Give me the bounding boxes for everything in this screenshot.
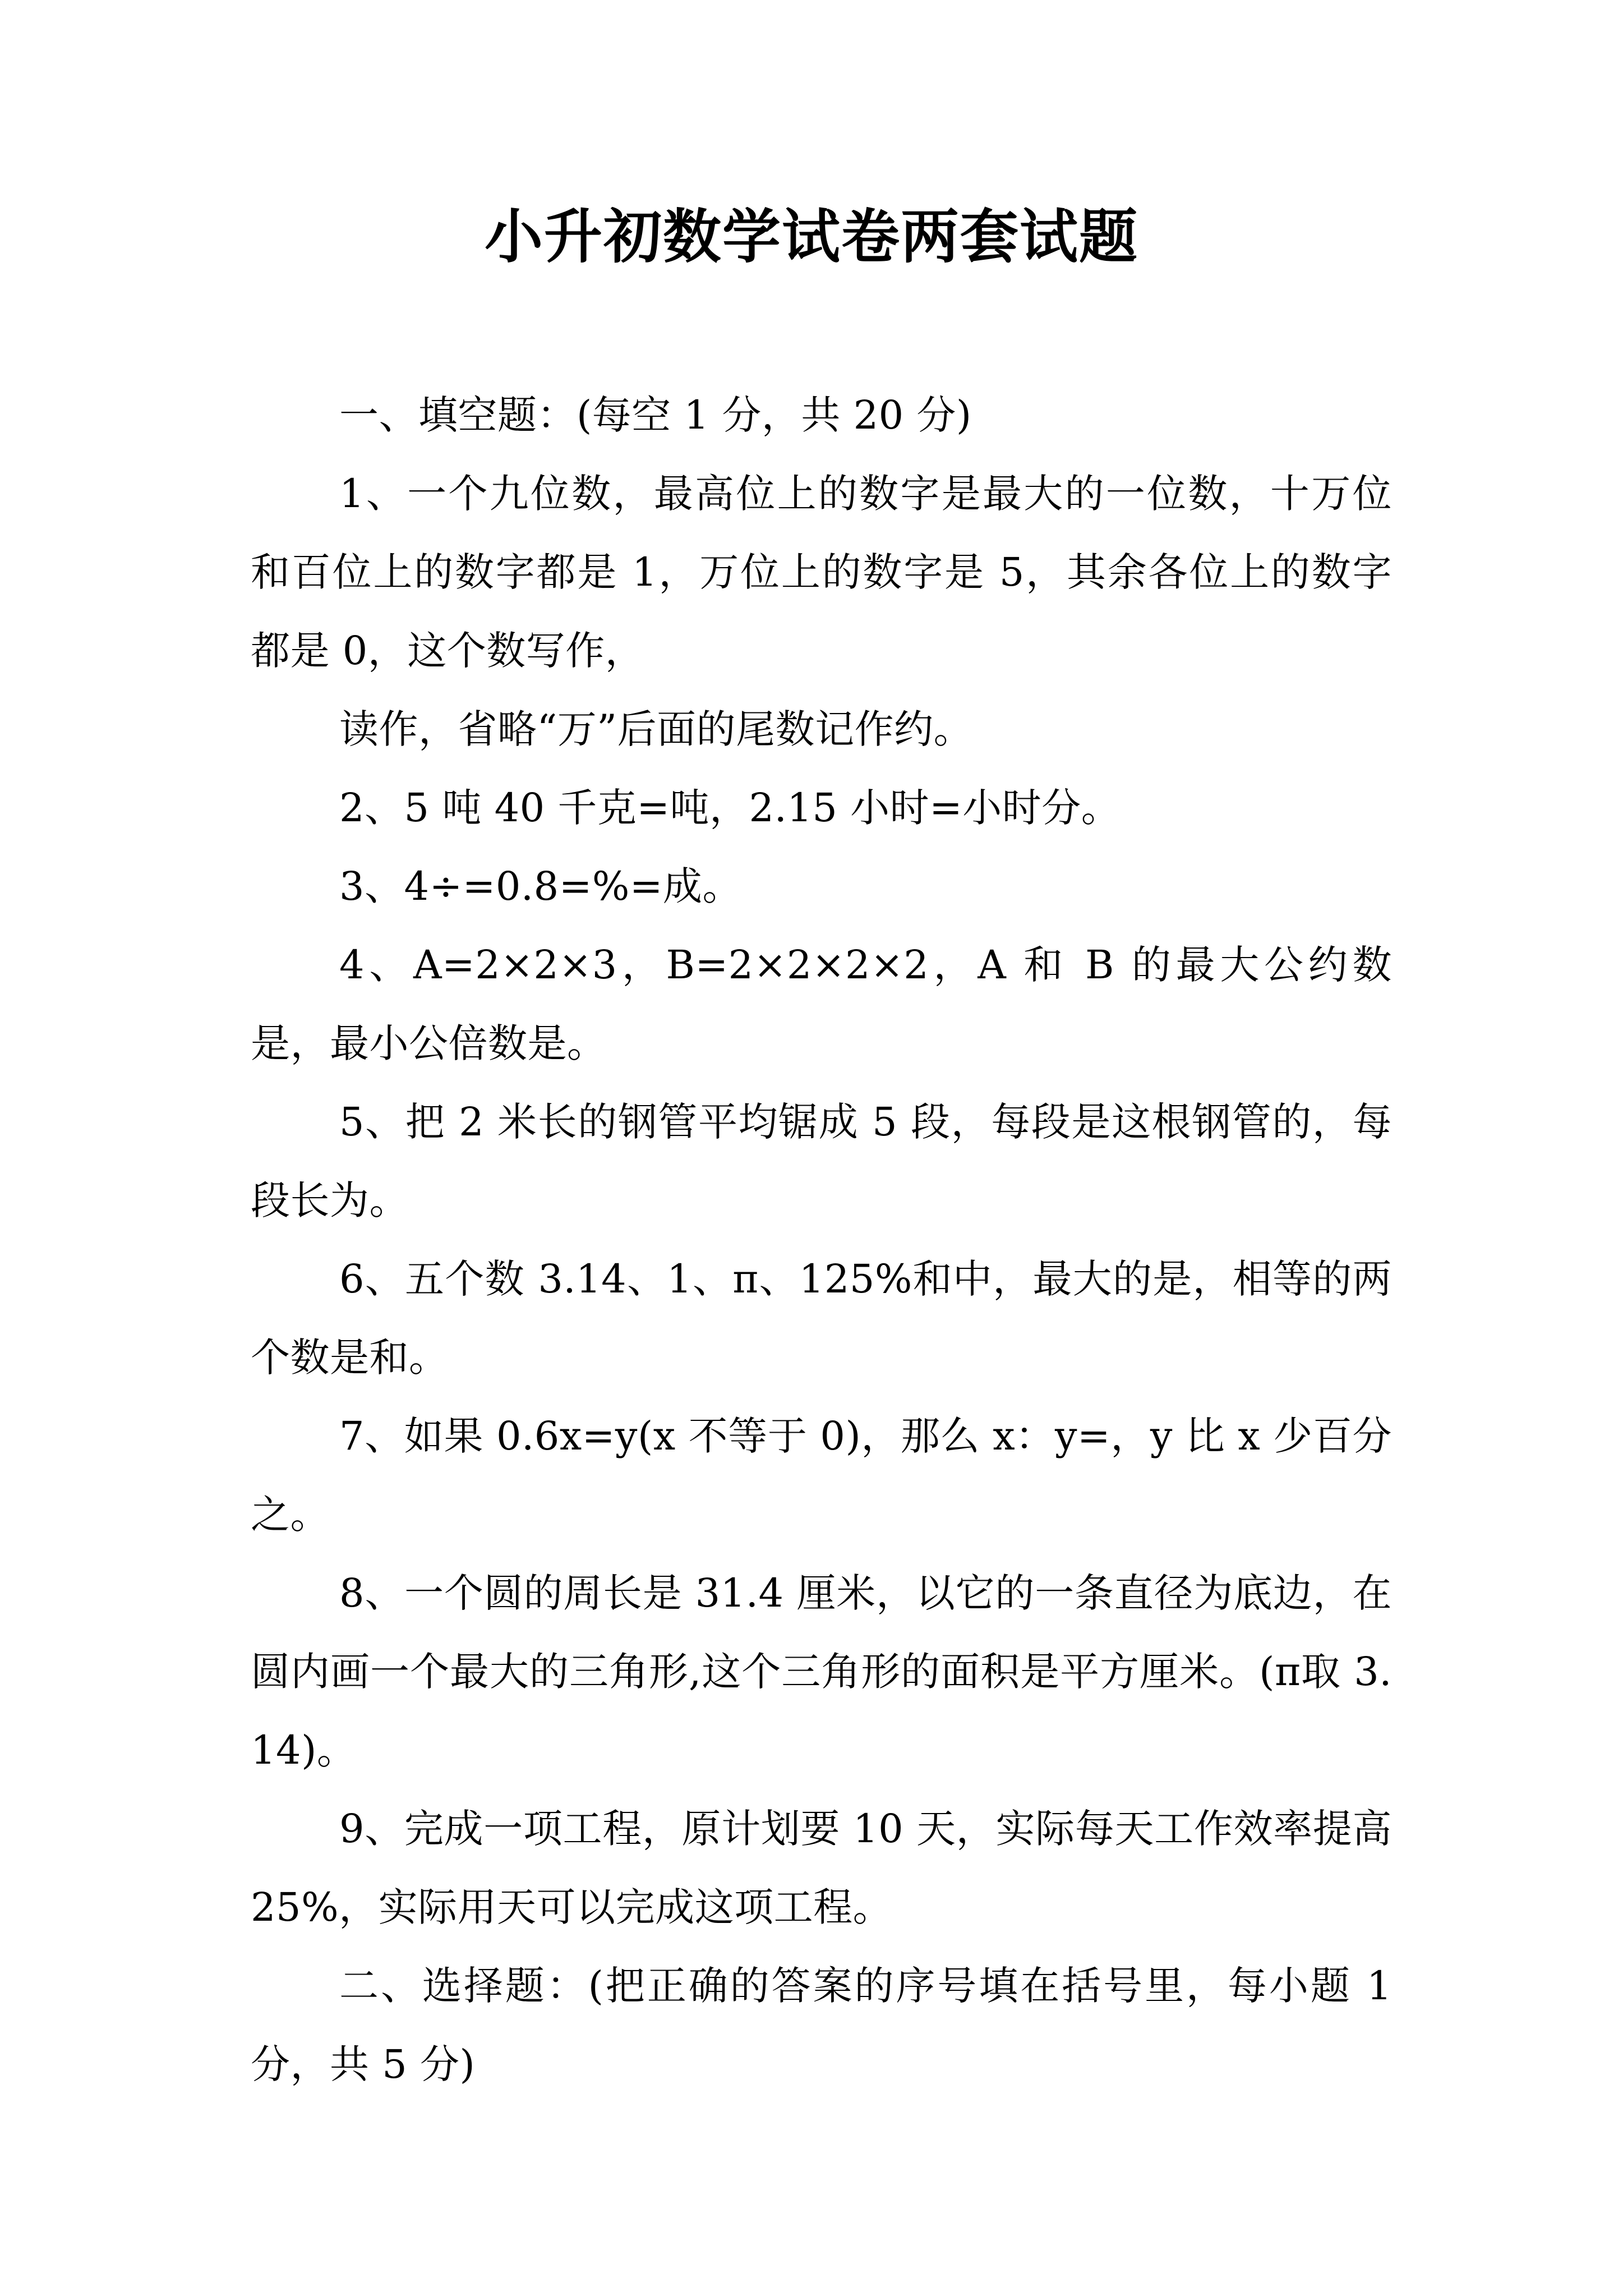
section-heading-fill-in: 一、填空题：(每空 1 分，共 20 分) <box>339 392 972 438</box>
question-3: 3、4÷=0.8=%=成。 <box>339 863 743 909</box>
question-1-continued: 读作，省略“万”后面的尾数记作约。 <box>339 706 974 752</box>
question-7: 7、如果 0.6x=y(x 不等于 0)，那么 x：y=，y 比 x 少百分之。 <box>251 1413 1392 1538</box>
question-5: 5、把 2 米长的钢管平均锯成 5 段，每段是这根钢管的，每段长为。 <box>251 1099 1392 1223</box>
page-title: 小升初数学试卷两套试题 <box>484 202 1138 271</box>
question-2: 2、5 吨 40 千克=吨，2.15 小时=小时分。 <box>339 785 1121 831</box>
question-1: 1、一个九位数，最高位上的数字是最大的一位数，十万位和百位上的数字都是 1，万位上的数字是 5，其余各位上的数字都是 0，这个数写作， <box>251 471 1392 674</box>
document-body <box>251 376 1392 2104</box>
section-heading-multiple-choice: 二、选择题：(把正确的答案的序号填在括号里，每小题 1 分，共 5 分) <box>251 1963 1392 2087</box>
question-9: 9、完成一项工程，原计划要 10 天，实际每天工作效率提高 25%，实际用天可以完成这项工程。 <box>251 1806 1392 1930</box>
question-6: 6、五个数 3.14、1、π、125%和中，最大的是，相等的两个数是和。 <box>251 1256 1392 1381</box>
question-8: 8、一个圆的周长是 31.4 厘米，以它的一条直径为底边，在圆内画一个最大的三角形,这个三角形的面积是平方厘米。(π取 3.14)。 <box>251 1570 1392 1773</box>
question-4: 4、A=2×2×3，B=2×2×2×2，A 和 B 的最大公约数是，最小公倍数是。 <box>251 942 1392 1066</box>
